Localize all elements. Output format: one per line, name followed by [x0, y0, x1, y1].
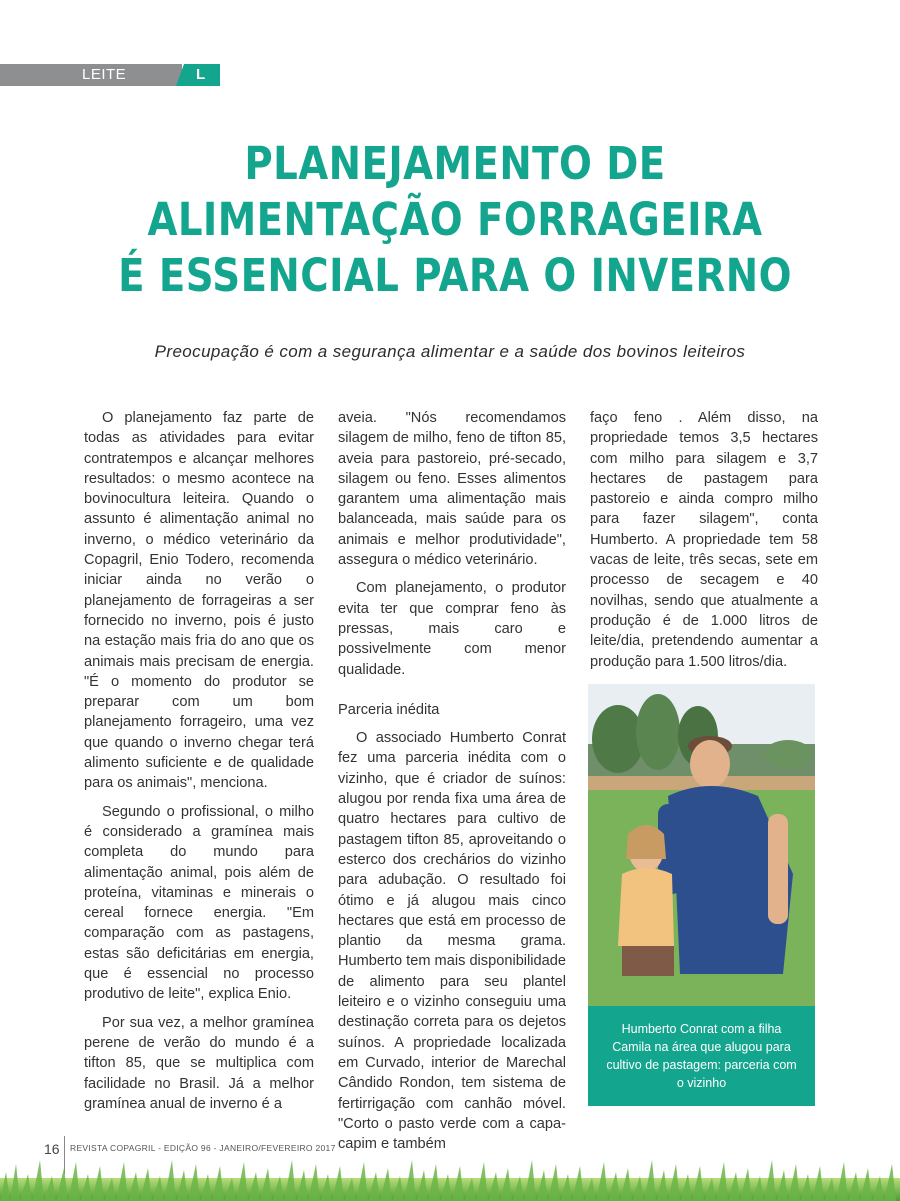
- paragraph: O associado Humberto Conrat fez uma parceria inédita com o vizinho, que é criador de suínos: alugou por renda fixa uma área de quatro hectares para cultivo de pastagem tifton 85, aproveitando o esterco dos crechários do vizinho para adubação. O resultado foi ótimo e já alugou mais cinco hectares que está em processo de plantio da mesma grama. Humberto tem mais disponibilidade de alimento para seu plantel leiteiro e o vizinho conseguiu uma destinação correta para os dejetos suínos. A propriedade localizada em Curvado, interior de Marechal Cândido Rondon, tem sistema de fertirrigação com canhão móvel. "Corto o pasto verde com a capa-capim e também: [338, 730, 566, 1153]
- text-column-3: [590, 408, 818, 672]
- section-badge-letter: L: [196, 66, 206, 83]
- text-column-2: [338, 408, 566, 1154]
- photo-illustration: [588, 684, 815, 1006]
- article-subtitle: Preocupação é com a segurança alimentar e a saúde dos bovinos leiteiros: [154, 342, 746, 361]
- article-photo: [588, 684, 815, 1006]
- paragraph: faço feno . Além disso, na propriedade temos 3,5 hectares com milho para silagem e 3,7 hectares de pastagem para pastoreio e ainda compro milho para fazer silagem", conta Humberto. A propriedade tem 58 vacas de leite, três secas, sete em processo de secagem e 40 novilhas, sendo que atualmente a produção é de 1.000 litros de leite/dia, pretendendo aumentar a produção para 1.500 litros/dia.: [590, 410, 818, 670]
- title-line: É ESSENCIAL PARA O INVERNO: [118, 249, 792, 302]
- paragraph: aveia. "Nós recomendamos silagem de milho, feno de tifton 85, aveia para pastoreio, pré-secado, silagem ou feno. Esses alimentos garantem uma alimentação mais balanceada, mais saúde para os animais e melhor produtividade", assegura o médico veterinário.: [338, 410, 566, 569]
- footer-publication: REVISTA COPAGRIL - EDIÇÃO 96 - JANEIRO/FEVEREIRO 2017: [70, 1143, 336, 1153]
- paragraph: Por sua vez, a melhor gramínea perene de verão do mundo é a tifton 85, que se multiplica com facilidade no Brasil. Já a melhor gramínea anual de inverno é a: [84, 1014, 314, 1112]
- text-column-1: [84, 408, 314, 1114]
- section-subhead: Parceria inédita: [338, 701, 440, 718]
- page-number: 16: [44, 1141, 60, 1157]
- title-line: ALIMENTAÇÃO FORRAGEIRA: [147, 193, 763, 246]
- paragraph: O planejamento faz parte de todas as atividades para evitar contratempos e alcançar melhores resultados: o mesmo acontece na bovinocultura leiteira. Quando o assunto é alimentação animal no inverno, o médico veterinário da Copagril, Enio Todero, recomenda iniciar ainda no verão o planejamento de forrageiras a ser fornecido no inverno, pois é justo na estação mais fria do ano que os animais mais precisam de energia. "É o momento do produtor se preparar com um bom planejamento forrageiro, uma vez que quando o inverno chegar terá alimento suficiente e de qualidade para os animais", menciona.: [84, 410, 314, 792]
- section-label: LEITE: [82, 66, 127, 83]
- photo-caption: Humberto Conrat com a filha Camila na área que alugou para cultivo de pastagem: parceria com o vizinho: [588, 1006, 815, 1106]
- grass-decoration: [0, 1150, 900, 1201]
- paragraph: Segundo o profissional, o milho é considerado a gramínea mais completa do mundo para alimentação animal, pois além de proteína, vitaminas e minerais o cereal fornece energia. "Em comparação com as pastagens, estas são deficitárias em energia, que é essencial no processo produtivo de leite", explica Enio.: [84, 803, 314, 1003]
- article-title: [115, 136, 794, 304]
- title-line: PLANEJAMENTO DE: [244, 137, 666, 190]
- paragraph: Com planejamento, o produtor evita ter que comprar feno às pressas, mais caro e possivelmente com menor qualidade.: [338, 580, 566, 678]
